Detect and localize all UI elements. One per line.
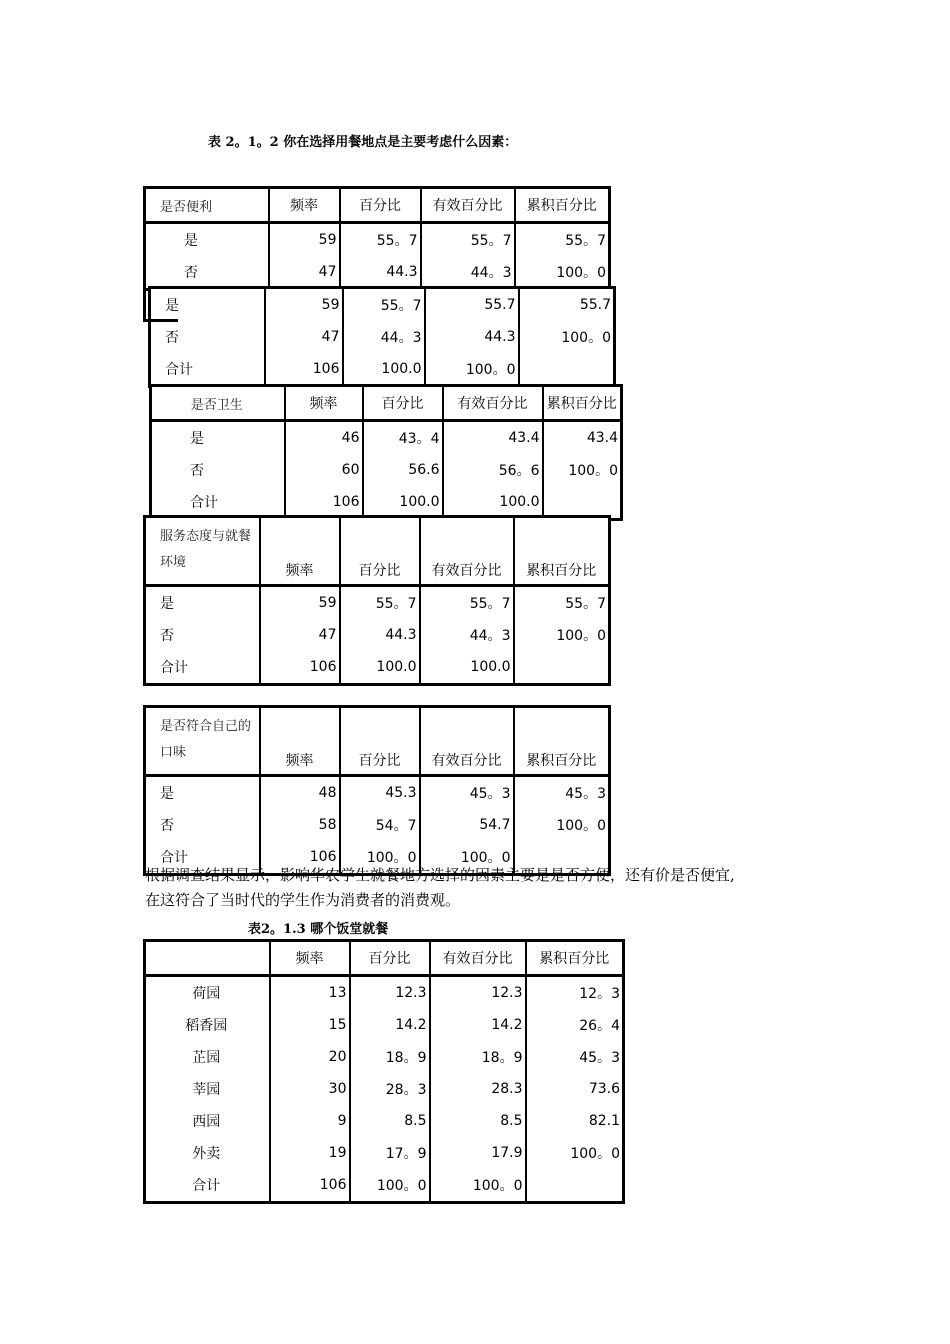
table-row	[150, 353, 615, 387]
table-cell: 18。9	[430, 1041, 526, 1073]
row-label: 稻香园	[185, 1018, 228, 1034]
table-cell: 55。7	[421, 223, 515, 257]
table-cell: 45。3	[420, 776, 514, 810]
table-row	[145, 619, 610, 651]
row-label: 是	[160, 786, 174, 802]
row-label: 合计	[190, 495, 218, 511]
table-cell: 8.5	[430, 1105, 526, 1137]
table-cell: 14.2	[350, 1009, 430, 1041]
row-label: 芷园	[192, 1050, 221, 1066]
row-label: 合计	[192, 1178, 221, 1194]
header-percent: 百分比	[363, 386, 443, 421]
table-cell: 55。7	[514, 586, 610, 620]
table-cell: 44。3	[420, 619, 514, 651]
table-cell: 55。7	[340, 223, 421, 257]
table-cell: 100。0	[514, 619, 610, 651]
row-label: 莘园	[192, 1082, 221, 1098]
table-cell: 13	[270, 976, 350, 1010]
table-header-row	[151, 386, 622, 421]
table-cell: 106	[260, 841, 340, 875]
table-title-cell	[145, 941, 270, 976]
table-row	[145, 776, 610, 810]
row-label: 否	[190, 463, 204, 479]
table-row	[145, 1137, 624, 1169]
table-cell: 60	[285, 454, 363, 486]
row-label: 是	[190, 431, 204, 447]
header-percent: 百分比	[340, 517, 420, 586]
table-cell: 100。0	[515, 256, 610, 290]
table-cell: 106	[285, 486, 363, 520]
table-header-row	[145, 707, 610, 776]
table-cell: 19	[270, 1137, 350, 1169]
table-cell: 15	[270, 1009, 350, 1041]
table-cell: 14.2	[430, 1009, 526, 1041]
header-cumulative-percent: 累积百分比	[514, 517, 610, 586]
header-frequency: 频率	[260, 517, 340, 586]
table-row	[145, 976, 624, 1010]
header-percent: 百分比	[340, 188, 421, 223]
table-cell: 26。4	[526, 1009, 624, 1041]
row-label: 是	[160, 596, 174, 612]
table-convenience	[143, 186, 611, 291]
row-label: 否	[160, 818, 174, 834]
row-label: 西园	[192, 1114, 221, 1130]
table-cell: 54。7	[340, 809, 420, 841]
table-cell: 30	[270, 1073, 350, 1105]
table-row	[151, 454, 622, 486]
row-label: 是	[184, 233, 198, 249]
table-row	[145, 1009, 624, 1041]
header-frequency: 频率	[285, 386, 363, 421]
table-cell: 44.3	[340, 256, 421, 290]
table-cell: 47	[260, 619, 340, 651]
table-cell: 100。0	[430, 1169, 526, 1203]
table-cell: 55。7	[515, 223, 610, 257]
table-cell	[514, 651, 610, 685]
table-cell: 100.0	[340, 651, 420, 685]
row-label: 否	[184, 265, 198, 281]
table-cell: 56.6	[363, 454, 443, 486]
header-valid-percent: 有效百分比	[420, 517, 514, 586]
table-row	[145, 809, 610, 841]
table-cell: 54.7	[420, 809, 514, 841]
table-service-environment	[143, 515, 611, 686]
header-valid-percent: 有效百分比	[443, 386, 543, 421]
table-cell: 82.1	[526, 1105, 624, 1137]
table-cell: 20	[270, 1041, 350, 1073]
header-cumulative-percent: 累积百分比	[526, 941, 624, 976]
table-hygiene	[149, 384, 623, 521]
header-cumulative-percent: 累积百分比	[514, 707, 610, 776]
table-cell: 100。0	[543, 454, 622, 486]
table-cell: 43.4	[543, 421, 622, 455]
table-cell: 100。0	[340, 841, 420, 875]
table-cell: 106	[270, 1169, 350, 1203]
row-label: 是	[165, 298, 179, 314]
table-header-row	[145, 941, 624, 976]
table-cell: 12.3	[350, 976, 430, 1010]
table-cell: 106	[265, 353, 343, 387]
table-cell: 12.3	[430, 976, 526, 1010]
table-cell	[526, 1169, 624, 1203]
table-cell: 18。9	[350, 1041, 430, 1073]
row-label: 合计	[165, 362, 193, 378]
table-cell: 44.3	[425, 321, 519, 353]
table-cell: 48	[260, 776, 340, 810]
table-title-cell: 是否符合自己的口味	[145, 707, 260, 776]
table-cell: 45.3	[340, 776, 420, 810]
table-cell: 55。7	[340, 586, 420, 620]
table-cell: 106	[260, 651, 340, 685]
table-cell: 44。3	[343, 321, 425, 353]
table-cell: 43.4	[443, 421, 543, 455]
table-title-cell: 是否卫生	[151, 386, 285, 421]
table-cell: 100.0	[420, 651, 514, 685]
table-cell: 58	[260, 809, 340, 841]
table-cell: 47	[265, 321, 343, 353]
table-row	[145, 586, 610, 620]
table-row	[145, 1073, 624, 1105]
table-cell	[519, 353, 615, 387]
table-cell: 45。3	[514, 776, 610, 810]
table-row	[145, 256, 610, 290]
table-cell: 100。0	[514, 809, 610, 841]
table-row	[150, 321, 615, 353]
table-convenience-overlay	[148, 286, 616, 388]
table-cell: 9	[270, 1105, 350, 1137]
table-cell: 17.9	[430, 1137, 526, 1169]
header-frequency: 频率	[270, 941, 350, 976]
table-cell: 59	[260, 586, 340, 620]
header-cumulative-percent: 累积百分比	[515, 188, 610, 223]
table-cell: 28.3	[430, 1073, 526, 1105]
table-cell: 44。3	[421, 256, 515, 290]
row-label: 否	[165, 330, 179, 346]
table-cell: 45。3	[526, 1041, 624, 1073]
row-label: 外卖	[192, 1146, 221, 1162]
table-cell: 100。0	[425, 353, 519, 387]
table-row	[150, 288, 615, 322]
table-canteen	[143, 939, 625, 1204]
row-label: 荷园	[192, 986, 221, 1002]
conclusion-paragraph: 根据调查结果显示，影响华农学生就餐地方选择的因素主要是是否方便，还有价是否便宜,在这符合了当时代的学生作为消费者的消费观。	[145, 866, 735, 909]
table-title-cell: 服务态度与就餐环境	[145, 517, 260, 586]
table-cell: 100.0	[443, 486, 543, 520]
table-row	[145, 651, 610, 685]
table-cell: 100。0	[420, 841, 514, 875]
table-cell: 73.6	[526, 1073, 624, 1105]
table-cell: 100。0	[526, 1137, 624, 1169]
table-row	[145, 223, 610, 257]
header-valid-percent: 有效百分比	[421, 188, 515, 223]
table-cell: 100.0	[363, 486, 443, 520]
table-cell: 17。9	[350, 1137, 430, 1169]
row-label: 合计	[160, 660, 188, 676]
table-row	[151, 421, 622, 455]
table-cell: 44.3	[340, 619, 420, 651]
table-title-cell: 是否便利	[145, 188, 269, 223]
table-cell: 55.7	[519, 288, 615, 322]
table-cell: 47	[269, 256, 340, 290]
row-label: 否	[160, 628, 174, 644]
header-valid-percent: 有效百分比	[430, 941, 526, 976]
header-percent: 百分比	[350, 941, 430, 976]
table-cell: 8.5	[350, 1105, 430, 1137]
table-cell: 55。7	[343, 288, 425, 322]
table-row	[145, 1105, 624, 1137]
table-header-row	[145, 188, 610, 223]
table-cell: 55.7	[425, 288, 519, 322]
table-cell: 46	[285, 421, 363, 455]
header-frequency: 频率	[260, 707, 340, 776]
table-cell: 100。0	[519, 321, 615, 353]
table-cell: 59	[269, 223, 340, 257]
table-cell: 100。0	[350, 1169, 430, 1203]
table-cell: 12。3	[526, 976, 624, 1010]
table-cell: 56。6	[443, 454, 543, 486]
table-cell: 43。4	[363, 421, 443, 455]
header-valid-percent: 有效百分比	[420, 707, 514, 776]
table-cell: 55。7	[420, 586, 514, 620]
table-cell: 28。3	[350, 1073, 430, 1105]
header-percent: 百分比	[340, 707, 420, 776]
table-border-fragment	[143, 286, 178, 322]
table-caption-2-1-3: 表2。1.3 哪个饭堂就餐	[248, 922, 389, 937]
table-cell: 100.0	[343, 353, 425, 387]
table-row	[145, 1041, 624, 1073]
row-label: 合计	[160, 850, 188, 866]
table-taste	[143, 705, 611, 876]
table-row	[145, 1169, 624, 1203]
table-header-row	[145, 517, 610, 586]
table-cell: 59	[265, 288, 343, 322]
table-caption-2-1-2: 表 2。1。2 你在选择用餐地点是主要考虑什么因素：	[208, 135, 518, 150]
header-frequency: 频率	[269, 188, 340, 223]
header-cumulative-percent: 累积百分比	[543, 386, 622, 421]
